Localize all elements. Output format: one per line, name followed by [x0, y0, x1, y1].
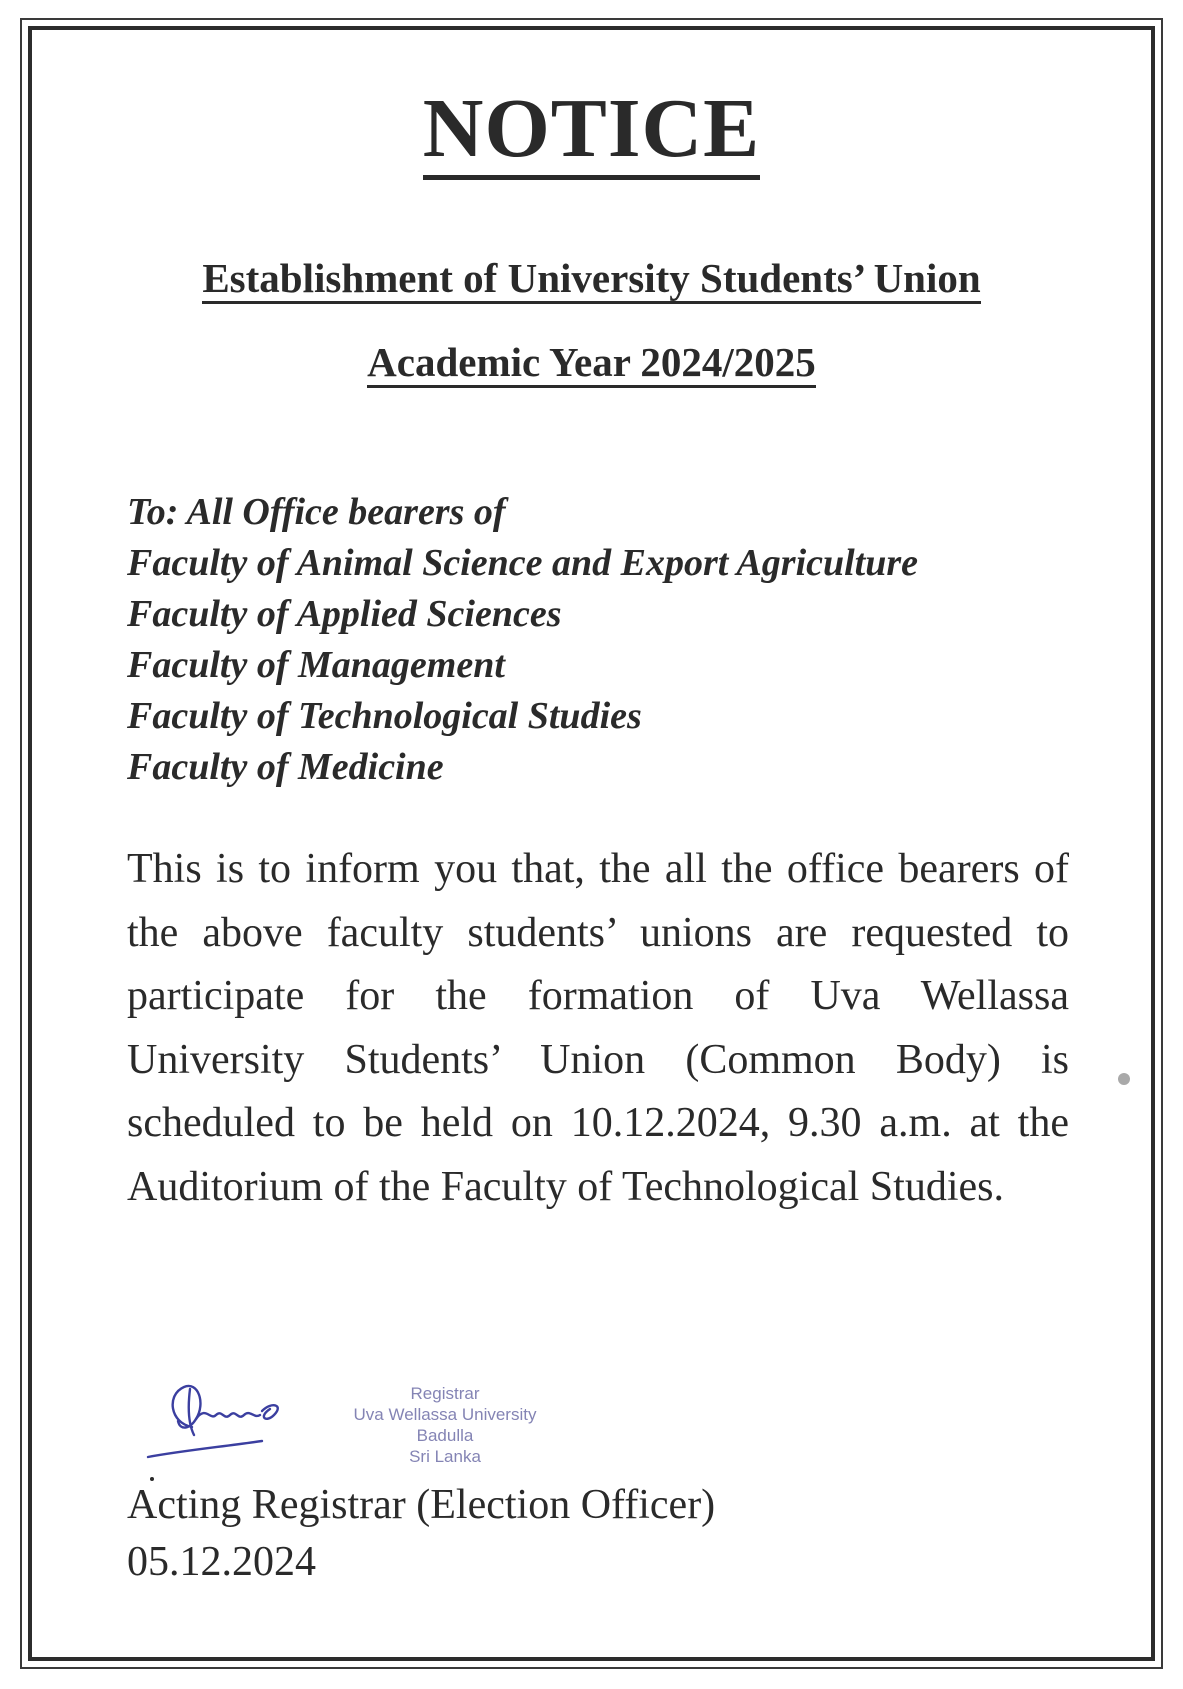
notice-heading: [0, 80, 1183, 177]
subtitle-line-1: [0, 254, 1183, 302]
faculty-item: Faculty of Applied Sciences: [127, 593, 562, 635]
notice-body-paragraph: This is to inform you that, the all the office bearers of the above faculty students’ unions are requested to participate for the formation of Uva Wellassa University Students’ Union (Common Body) is scheduled to be held on 10.12.2024, 9.30 a.m. at the Auditorium of the Faculty of Technological Studies.: [127, 846, 1069, 1210]
faculty-item: Faculty of Medicine: [127, 746, 444, 788]
subtitle-academic-year: Academic Year 2024/2025: [367, 339, 816, 388]
faculty-item: Faculty of Animal Science and Export Agriculture: [127, 542, 919, 584]
notice-title-text: NOTICE: [423, 82, 760, 180]
subtitle-establishment: Establishment of University Students’ Union: [202, 255, 980, 304]
stamp-line: Sri Lanka: [409, 1447, 481, 1466]
recipients-block: [127, 487, 1087, 793]
signoff-designation: Acting Registrar (Election Officer): [127, 1482, 716, 1528]
scan-dot-mark: [1118, 1073, 1130, 1085]
stamp-line: Registrar: [410, 1384, 480, 1403]
faculty-item: Faculty of Technological Studies: [127, 695, 642, 737]
stamp-line: Uva Wellassa University: [353, 1405, 537, 1424]
to-line: To: All Office bearers of: [127, 491, 506, 533]
subtitle-line-2: [0, 338, 1183, 386]
registrar-stamp: [325, 1383, 565, 1467]
signoff-date: 05.12.2024: [127, 1539, 316, 1585]
stamp-line: Badulla: [416, 1426, 474, 1445]
signoff-block: [127, 1477, 715, 1591]
faculty-item: Faculty of Management: [127, 644, 505, 686]
